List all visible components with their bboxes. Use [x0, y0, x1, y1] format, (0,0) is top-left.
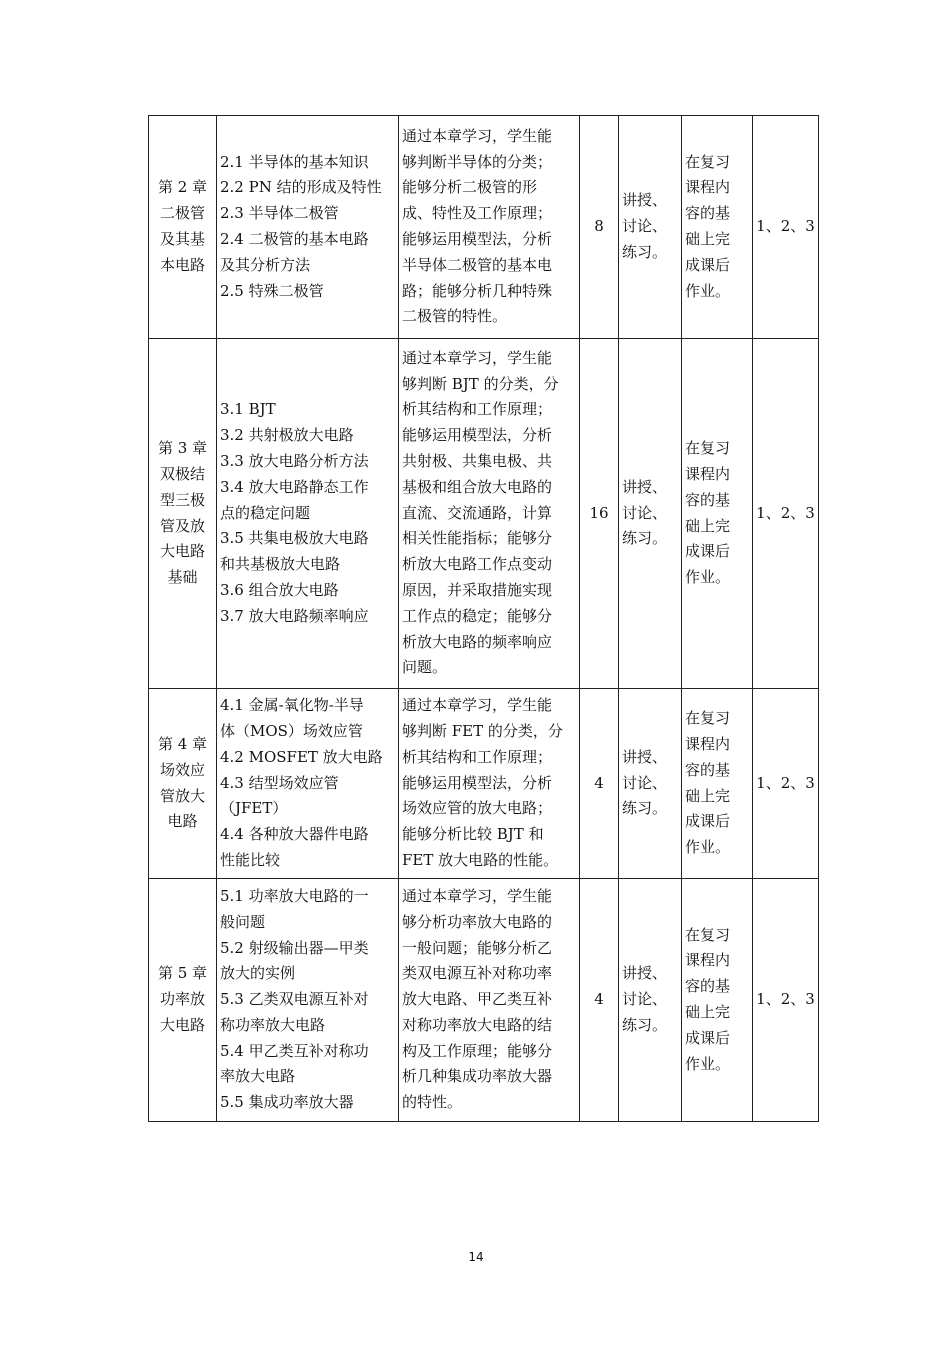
- topics-cell: [217, 689, 399, 879]
- teaching-method-cell: [619, 339, 682, 689]
- cell-line: 二极管: [159, 204, 205, 223]
- objectives-cell: 1、2、3: [753, 879, 819, 1122]
- cell-line: 课程内: [685, 734, 731, 753]
- hours-cell: 4: [580, 879, 619, 1122]
- chapter-cell: [149, 879, 217, 1122]
- cell-line: 础上完: [685, 786, 731, 805]
- cell-line: 5.1 功率放大电路的一: [220, 886, 369, 905]
- cell-line: 3.4 放大电路静态工作: [220, 477, 369, 496]
- cell-line: 类双电源互补对称功率: [402, 964, 553, 983]
- cell-line: 练习。: [622, 1015, 668, 1034]
- cell-line: 般问题: [220, 912, 266, 931]
- homework-cell: [682, 689, 753, 879]
- cell-line: 第 3 章: [157, 439, 208, 458]
- cell-line: 析其结构和工作原理；: [402, 400, 553, 419]
- cell-line: 容的基: [685, 760, 731, 779]
- cell-line: 4.3 结型场效应管: [220, 773, 339, 792]
- cell-line: 讲授、: [622, 477, 668, 496]
- cell-line: 讲授、: [622, 191, 668, 210]
- cell-line: 2.3 半导体二极管: [220, 204, 339, 223]
- cell-line: 半导体二极管的基本电: [402, 255, 553, 274]
- cell-line: 5.2 射级输出器—甲类: [220, 938, 369, 957]
- table-row: [149, 339, 819, 689]
- hours-cell: 8: [580, 116, 619, 339]
- learning-goal-cell: [399, 879, 580, 1122]
- cell-line: 成课后: [685, 542, 731, 561]
- table-row: [149, 689, 819, 879]
- homework-cell: [682, 116, 753, 339]
- cell-line: 第 5 章: [157, 964, 208, 983]
- cell-line: 本电路: [159, 255, 205, 274]
- cell-line: 大电路: [159, 1015, 205, 1034]
- cell-line: 成课后: [685, 812, 731, 831]
- cell-line: 5.4 甲乙类互补对称功: [220, 1041, 369, 1060]
- cell-line: 原因，并采取措施实现: [402, 580, 553, 599]
- cell-line: 容的基: [685, 204, 731, 223]
- cell-line: 在复习: [685, 709, 731, 728]
- cell-line: 能够运用模型法，分析: [402, 773, 553, 792]
- cell-line: 能够分析比较 BJT 和: [402, 825, 544, 844]
- cell-line: 及其基: [159, 230, 205, 248]
- cell-line: （JFET）: [220, 799, 288, 818]
- course-content-table: [148, 115, 819, 1122]
- chapter-cell: [149, 339, 217, 689]
- cell-line: 对称功率放大电路的结: [402, 1015, 553, 1034]
- cell-line: 点的稳定问题: [220, 503, 311, 522]
- cell-line: 通过本章学习，学生能: [402, 348, 553, 367]
- topics-cell: [217, 116, 399, 339]
- cell-line: 2.2 PN 结的形成及特性: [220, 178, 382, 197]
- cell-line: 构及工作原理；能够分: [402, 1041, 553, 1060]
- cell-line: 基础: [167, 568, 198, 587]
- cell-line: FET 放大电路的性能。: [402, 850, 559, 869]
- cell-line: 讨论、: [622, 217, 668, 236]
- cell-line: 第 2 章: [157, 178, 208, 197]
- cell-line: 基极和组合放大电路的: [402, 477, 553, 496]
- objectives-cell: 1、2、3: [753, 116, 819, 339]
- objectives-cell: 1、2、3: [753, 339, 819, 689]
- chapter-cell: [149, 689, 217, 879]
- cell-line: 础上完: [685, 516, 731, 535]
- cell-line: 3.1 BJT: [220, 400, 276, 419]
- chapter-cell: [149, 116, 217, 339]
- cell-line: 在复习: [685, 152, 731, 171]
- learning-goal-cell: [399, 339, 580, 689]
- page-number: 14: [468, 1250, 484, 1264]
- cell-line: 作业。: [685, 568, 731, 587]
- cell-line: 成、特性及工作原理；: [402, 204, 553, 223]
- cell-line: 2.1 半导体的基本知识: [220, 152, 369, 171]
- cell-line: 能够运用模型法，分析: [402, 426, 553, 445]
- cell-line: 练习。: [622, 799, 668, 818]
- cell-line: 3.5 共集电极放大电路: [220, 529, 369, 548]
- cell-line: 放大电路、甲乙类互补: [402, 990, 553, 1009]
- cell-line: 析放大电路的频率响应: [402, 632, 553, 651]
- cell-line: 通过本章学习，学生能: [402, 696, 553, 715]
- cell-line: 场效应: [159, 760, 205, 779]
- teaching-method-cell: [619, 689, 682, 879]
- cell-line: 一般问题；能够分析乙: [402, 938, 553, 957]
- cell-line: 够判断 FET 的分类，分: [402, 722, 563, 740]
- cell-line: 作业。: [685, 838, 731, 857]
- cell-line: 练习。: [622, 529, 668, 548]
- cell-line: 直流、交流通路，计算: [402, 503, 553, 522]
- cell-line: 的特性。: [402, 1093, 463, 1112]
- cell-line: 共射极、共集电极、共: [402, 452, 553, 470]
- cell-line: 5.5 集成功率放大器: [220, 1093, 354, 1112]
- cell-line: 作业。: [685, 281, 731, 300]
- cell-line: 析几种集成功率放大器: [402, 1067, 553, 1086]
- cell-line: 4.1 金属-氧化物-半导: [220, 696, 364, 715]
- hours-cell: 4: [580, 689, 619, 879]
- cell-line: 讨论、: [622, 773, 668, 792]
- cell-line: 够分析功率放大电路的: [402, 912, 553, 931]
- cell-line: 课程内: [685, 178, 731, 197]
- cell-line: 工作点的稳定；能够分: [402, 606, 553, 625]
- homework-cell: [682, 879, 753, 1122]
- cell-line: 率放大电路: [220, 1067, 296, 1086]
- table-row: [149, 116, 819, 339]
- cell-line: 5.3 乙类双电源互补对: [220, 990, 369, 1009]
- cell-line: 放大的实例: [220, 964, 296, 983]
- cell-line: 3.6 组合放大电路: [220, 580, 339, 599]
- cell-line: 容的基: [685, 490, 731, 509]
- cell-line: 4.2 MOSFET 放大电路: [220, 747, 383, 766]
- cell-line: 3.7 放大电路频率响应: [220, 606, 369, 625]
- cell-line: 电路: [167, 812, 198, 831]
- cell-line: 讲授、: [622, 964, 668, 983]
- cell-line: 4.4 各种放大器件电路: [220, 825, 369, 844]
- homework-cell: [682, 339, 753, 689]
- cell-line: 讨论、: [622, 990, 668, 1009]
- table-row: [149, 879, 819, 1122]
- cell-line: 管及放: [159, 516, 205, 535]
- learning-goal-cell: [399, 689, 580, 879]
- cell-line: 成课后: [685, 1028, 731, 1047]
- objectives-cell: 1、2、3: [753, 689, 819, 879]
- cell-line: 练习。: [622, 242, 668, 261]
- cell-line: 础上完: [685, 1003, 731, 1021]
- cell-line: 础上完: [685, 230, 731, 248]
- teaching-method-cell: [619, 879, 682, 1122]
- topics-cell: [217, 339, 399, 689]
- cell-line: 能够分析二极管的形: [402, 178, 538, 197]
- cell-line: 通过本章学习，学生能: [402, 126, 553, 145]
- cell-line: 讨论、: [622, 503, 668, 522]
- cell-line: 问题。: [402, 658, 448, 677]
- cell-line: 析其结构和工作原理；: [402, 747, 553, 766]
- cell-line: 够判断半导体的分类；: [402, 152, 553, 171]
- cell-line: 成课后: [685, 255, 731, 274]
- cell-line: 场效应管的放大电路；: [402, 799, 553, 818]
- cell-line: 够判断 BJT 的分类，分: [402, 374, 559, 393]
- cell-line: 2.4 二极管的基本电路: [220, 230, 369, 248]
- cell-line: 作业。: [685, 1054, 731, 1073]
- cell-line: 在复习: [685, 439, 731, 458]
- teaching-method-cell: [619, 116, 682, 339]
- cell-line: 3.3 放大电路分析方法: [220, 452, 369, 470]
- cell-line: 型三极: [159, 490, 205, 509]
- cell-line: 性能比较: [220, 850, 281, 869]
- cell-line: 功率放: [159, 990, 205, 1009]
- cell-line: 及其分析方法: [220, 255, 311, 274]
- cell-line: 3.2 共射极放大电路: [220, 426, 354, 445]
- cell-line: 课程内: [685, 464, 731, 483]
- cell-line: 第 4 章: [157, 734, 208, 753]
- cell-line: 称功率放大电路: [220, 1015, 326, 1034]
- hours-cell: 16: [580, 339, 619, 689]
- cell-line: 和共基极放大电路: [220, 555, 341, 574]
- cell-line: 二极管的特性。: [402, 307, 508, 326]
- cell-line: 容的基: [685, 977, 731, 996]
- cell-line: 能够运用模型法，分析: [402, 230, 553, 248]
- topics-cell: [217, 879, 399, 1122]
- cell-line: 路；能够分析几种特殊: [402, 281, 553, 300]
- cell-line: 双极结: [159, 464, 205, 483]
- cell-line: 课程内: [685, 951, 731, 970]
- cell-line: 大电路: [159, 542, 205, 561]
- cell-line: 通过本章学习，学生能: [402, 886, 553, 905]
- cell-line: 析放大电路工作点变动: [402, 555, 553, 574]
- cell-line: 管放大: [159, 786, 205, 805]
- cell-line: 2.5 特殊二极管: [220, 281, 324, 300]
- learning-goal-cell: [399, 116, 580, 339]
- cell-line: 在复习: [685, 925, 731, 944]
- cell-line: 相关性能指标；能够分: [402, 529, 553, 548]
- cell-line: 讲授、: [622, 747, 668, 766]
- cell-line: 体（MOS）场效应管: [220, 722, 363, 740]
